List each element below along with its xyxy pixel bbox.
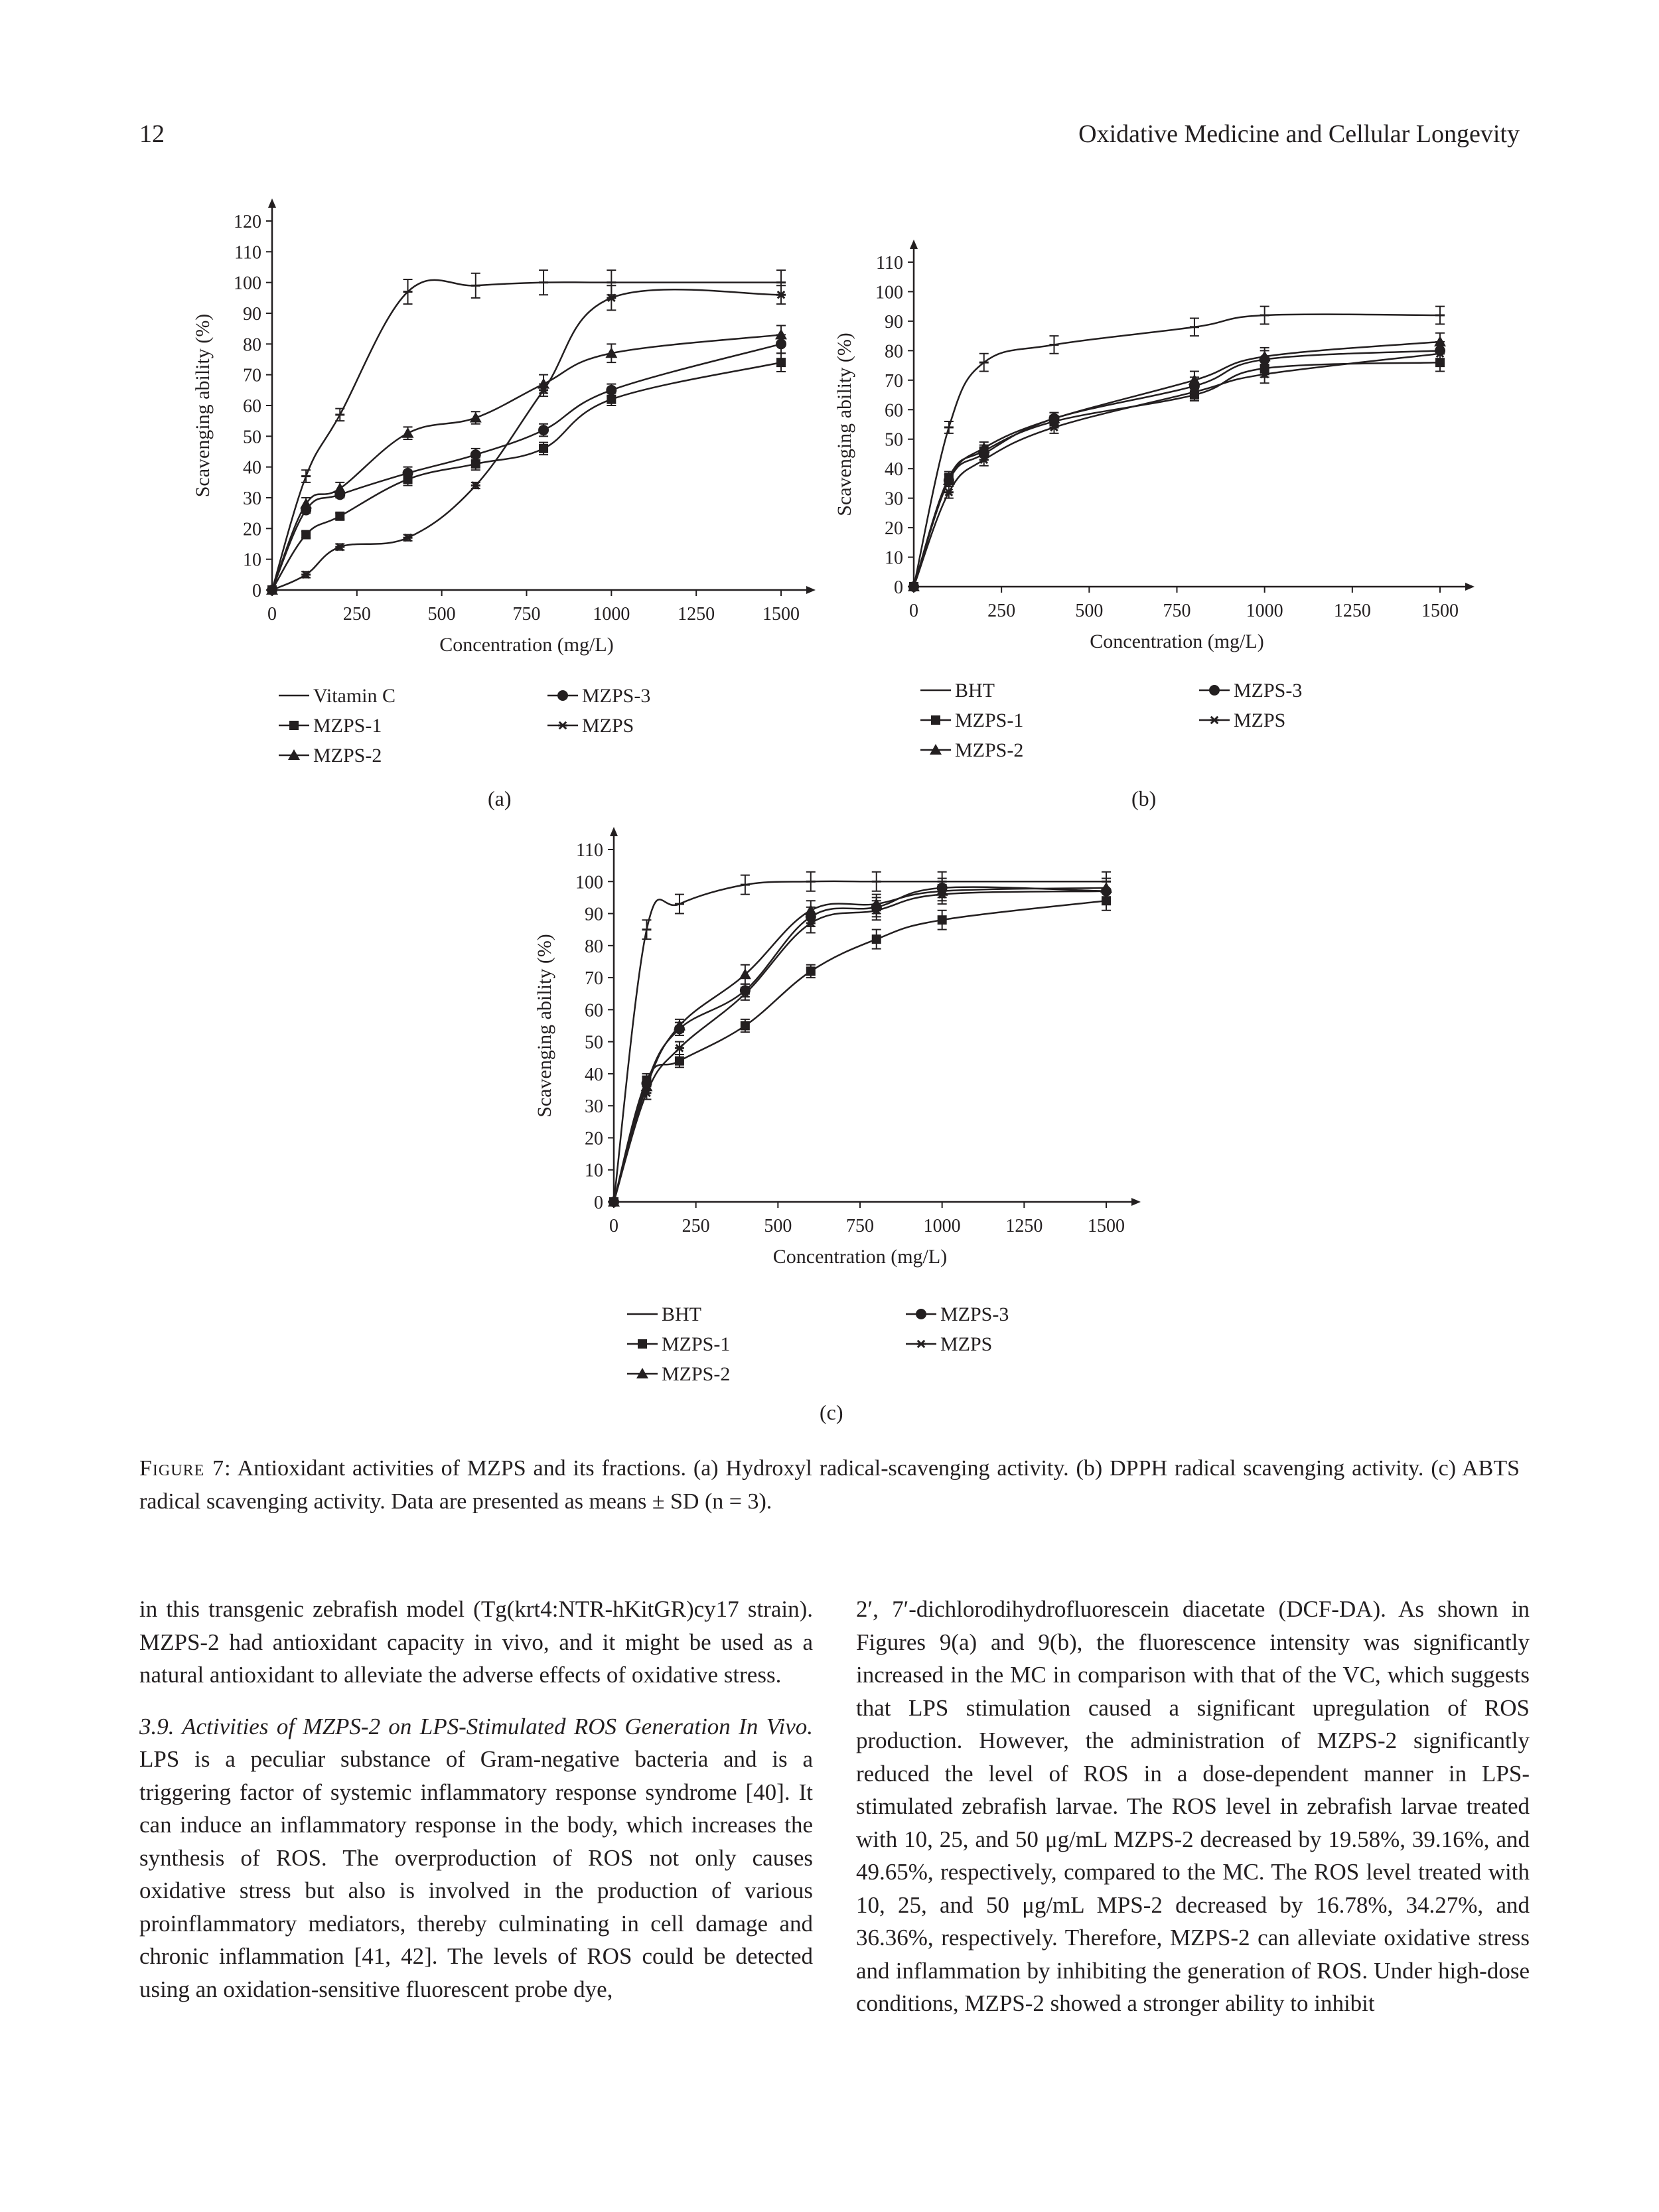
data-point: [674, 1023, 685, 1034]
panel-label-a: (a): [488, 786, 512, 810]
data-point: [872, 934, 881, 944]
y-tick-label: 90: [585, 904, 603, 925]
y-tick-label: 50: [885, 429, 903, 451]
x-tick-label: 0: [267, 604, 277, 625]
journal-title: Oxidative Medicine and Cellular Longevity: [1078, 120, 1520, 148]
figure-caption-text: Antioxidant activities of MZPS and its fractions. (a) Hydroxyl radical-scavenging activity. (b) DPPH radical scavenging activity. (c) ABTS radical scavenging activity. Data are presented as means ± SD (n = 3).: [139, 1456, 1520, 1514]
data-point: [806, 966, 816, 976]
y-tick-label: 120: [234, 212, 261, 232]
legend-label: MZPS-3: [940, 1303, 1009, 1325]
y-tick-label: 70: [585, 968, 603, 990]
left-paragraph-1: in this transgenic zebrafish model (Tg(krt4:NTR-hKitGR)cy17 strain). MZPS-2 had antioxidant capacity in vivo, and it might be used as a natural antioxidant to alleviate the adverse effects of oxidative stress.: [139, 1596, 813, 1688]
y-tick-label: 110: [876, 253, 903, 273]
x-tick-label: 500: [1075, 601, 1104, 621]
data-point: [675, 1057, 684, 1066]
y-tick-label: 80: [585, 936, 603, 957]
x-tick-label: 500: [764, 1216, 792, 1236]
right-column: [856, 1593, 1530, 2020]
y-tick-label: 30: [885, 488, 903, 510]
x-tick-label: 1500: [762, 604, 800, 625]
y-tick-label: 0: [894, 577, 903, 598]
legend-label: MZPS: [940, 1333, 993, 1355]
x-tick-label: 750: [1163, 601, 1191, 621]
legend-label: BHT: [955, 680, 995, 701]
x-tick-label: 1250: [1333, 601, 1371, 621]
left-paragraph-2: [139, 1710, 813, 2006]
x-axis-arrow: [1131, 1198, 1141, 1206]
series-line: [614, 887, 1106, 1202]
y-tick-label: 10: [585, 1160, 603, 1181]
legend-item-mzps-1: [627, 1333, 730, 1355]
y-tick-label: 60: [585, 1000, 603, 1021]
panel-label-b: (b): [1131, 786, 1157, 810]
legend-item-bht: [627, 1303, 701, 1325]
legend-label: Vitamin C: [313, 685, 396, 707]
y-tick-label: 10: [885, 548, 903, 569]
x-tick-label: 1000: [923, 1216, 961, 1236]
y-tick-label: 110: [576, 840, 603, 861]
x-tick-label: 1000: [1246, 601, 1283, 621]
legend-item-mzps: [906, 1333, 992, 1355]
y-tick-label: 70: [885, 370, 903, 392]
panel-label-c: (c): [820, 1400, 843, 1424]
y-tick-label: 40: [585, 1064, 603, 1085]
x-tick-label: 500: [427, 604, 456, 625]
y-tick-label: 20: [243, 519, 261, 540]
series-line: [614, 888, 1106, 1202]
y-tick-label: 80: [243, 334, 261, 356]
series-line: [614, 901, 1106, 1202]
y-tick-label: 100: [575, 872, 603, 893]
x-tick-label: 1000: [593, 604, 630, 625]
x-tick-label: 250: [342, 604, 371, 625]
legend-label: MZPS-3: [582, 685, 651, 707]
x-tick-label: 250: [987, 601, 1016, 621]
y-tick-label: 0: [594, 1193, 603, 1213]
series-mzps-2: [608, 878, 1112, 1207]
series-bht: [609, 872, 1111, 1202]
x-tick-label: 250: [682, 1216, 710, 1236]
series-mzps: [609, 881, 1111, 1205]
y-tick-label: 80: [885, 341, 903, 362]
y-tick-label: 40: [885, 459, 903, 480]
x-tick-label: 0: [909, 601, 918, 621]
y-tick-label: 20: [585, 1128, 603, 1149]
figure-caption: [139, 1452, 1520, 1518]
section-heading: 3.9. Activities of MZPS-2 on LPS-Stimulated ROS Generation In Vivo.: [139, 1713, 813, 1739]
data-point: [938, 915, 947, 924]
legend-label: MZPS-2: [313, 745, 382, 767]
legend-label: MZPS-2: [662, 1363, 731, 1385]
y-axis-label: Scavenging ability (%): [192, 313, 214, 498]
y-tick-label: 10: [243, 550, 261, 571]
y-tick-label: 110: [234, 242, 261, 263]
y-tick-label: 30: [243, 488, 261, 509]
y-axis-label: Scavenging ability (%): [833, 332, 855, 516]
legend-item-mzps-2: [627, 1363, 730, 1385]
x-tick-label: 0: [609, 1216, 618, 1236]
legend-label: MZPS-1: [313, 715, 382, 737]
legend-label: MZPS: [582, 715, 634, 737]
legend-marker: [638, 1339, 647, 1349]
left-column: [139, 1593, 813, 2006]
y-tick-label: 40: [243, 457, 261, 479]
series-mzps-1: [609, 891, 1111, 1207]
x-axis-label: Concentration (mg/L): [772, 1246, 948, 1268]
y-axis-label: Scavenging ability (%): [534, 934, 555, 1118]
y-tick-label: 60: [885, 400, 903, 421]
legend-label: MZPS-1: [662, 1333, 731, 1355]
y-tick-label: 50: [243, 427, 261, 448]
series-line: [614, 891, 1106, 1202]
page-number: 12: [139, 120, 165, 148]
legend-label: MZPS: [1234, 709, 1286, 731]
y-tick-label: 90: [243, 304, 261, 325]
y-tick-label: 90: [885, 311, 903, 332]
data-point: [741, 1021, 750, 1031]
y-tick-label: 0: [252, 581, 261, 601]
left-paragraph-2-text: LPS is a peculiar substance of Gram-negative bacteria and is a triggering factor of systemic inflammatory response syndrome [40]. It can induce an inflammatory response in the body, which increases the synthesis of ROS. The overproduction of ROS not only causes oxidative stress but also is involved in the production of various proinflammatory mediators, thereby culminating in cell damage and chronic inflammation [41, 42]. The levels of ROS could be detected using an oxidation-sensitive fluorescent probe dye,: [139, 1746, 813, 2002]
x-tick-label: 1250: [678, 604, 715, 625]
y-tick-label: 100: [875, 282, 903, 303]
x-axis-label: Concentration (mg/L): [439, 634, 614, 656]
x-axis-label: Concentration (mg/L): [1090, 630, 1264, 652]
y-tick-label: 70: [243, 365, 261, 386]
figure-label: Figure 7:: [139, 1456, 232, 1481]
legend-label: MZPS-2: [955, 739, 1024, 761]
legend-marker: [916, 1309, 926, 1319]
y-axis-arrow: [610, 827, 618, 836]
y-tick-label: 20: [885, 518, 903, 540]
x-tick-label: 750: [846, 1216, 874, 1236]
y-tick-label: 60: [243, 396, 261, 417]
legend-label: MZPS-3: [1234, 680, 1303, 701]
x-tick-label: 750: [512, 604, 541, 625]
x-tick-label: 1250: [1005, 1216, 1043, 1236]
y-tick-label: 30: [585, 1096, 603, 1118]
legend-label: MZPS-1: [955, 709, 1024, 731]
legend-marker: [916, 1341, 926, 1348]
x-tick-label: 1500: [1421, 601, 1459, 621]
legend-label: BHT: [662, 1303, 701, 1325]
x-tick-label: 1500: [1088, 1216, 1125, 1236]
legend-item-mzps-3: [906, 1303, 1009, 1325]
y-tick-label: 50: [585, 1032, 603, 1053]
right-paragraph-1: 2′, 7′-dichlorodihydrofluorescein diacetate (DCF-DA). As shown in Figures 9(a) and 9(b), the fluorescence intensity was significantly increased in the MC in comparison with that of the VC, which suggests that LPS stimulation caused a significant upregulation of ROS production. However, the administration of MZPS-2 significantly reduced the level of ROS in a dose-dependent manner in LPS-stimulated zebrafish larvae. The ROS level in zebrafish larvae treated with 10, 25, and 50 μg/mL MZPS-2 decreased by 19.58%, 39.16%, and 49.65%, respectively, compared to the MC. The ROS level treated with 10, 25, and 50 μg/mL MPS-2 decreased by 16.78%, 34.27%, and 36.36%, respectively. Therefore, MZPS-2 can alleviate oxidative stress and inflammation by inhibiting the generation of ROS. Under high-dose conditions, MZPS-2 showed a stronger ability to inhibit: [856, 1596, 1530, 2016]
y-tick-label: 100: [234, 273, 261, 294]
